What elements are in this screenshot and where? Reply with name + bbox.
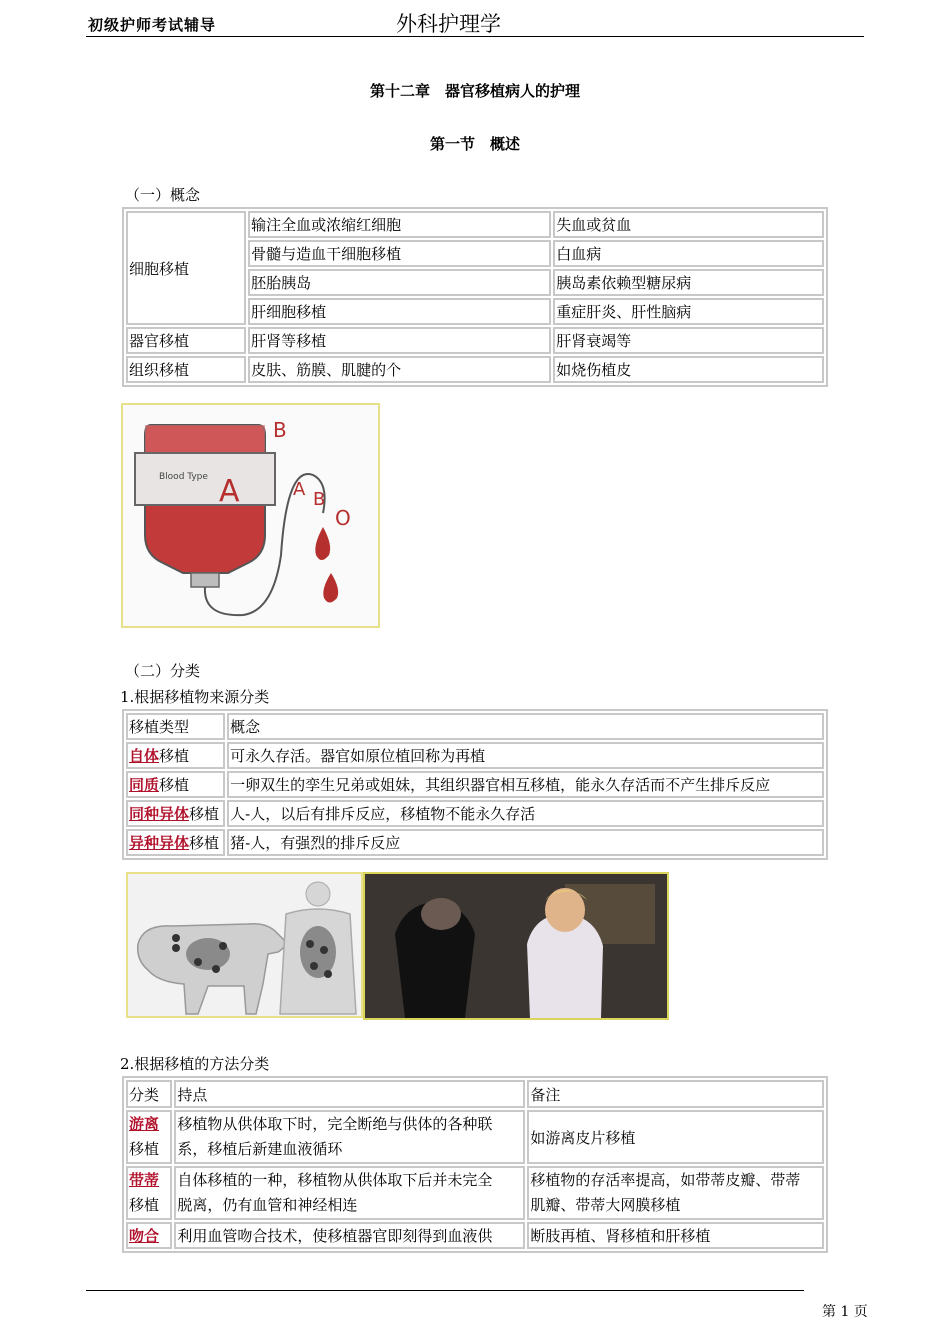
- highlight-term: 自体: [129, 747, 160, 765]
- table-header-cell: 移植类型: [126, 713, 225, 740]
- table-header-cell: 备注: [527, 1080, 824, 1108]
- table-cell: 猪-人，有强烈的排斥反应: [227, 829, 824, 856]
- chapter-title: 第十二章 器官移植病人的护理: [369, 82, 580, 100]
- section-title: 第一节 概述: [429, 135, 520, 153]
- table-cell: 人-人，以后有排斥反应，移植物不能永久存活: [227, 800, 824, 827]
- table-cell: 组织移植: [126, 356, 246, 383]
- table-cell: 白血病: [553, 240, 824, 267]
- table-cell: 输注全血或浓缩红细胞: [248, 211, 551, 238]
- footer-rule: [86, 1290, 804, 1291]
- table-cell: 皮肤、筋膜、肌腱的个: [248, 356, 551, 383]
- human-organs: [300, 926, 336, 978]
- table-row: [126, 356, 824, 383]
- blood-letter-a: A: [219, 474, 240, 509]
- highlight-term: 同质: [129, 776, 160, 794]
- blood-letter-o: O: [335, 506, 351, 530]
- method-type-cell: 带蒂 移植: [126, 1166, 172, 1220]
- source-classification-heading: 1.根据移植物来源分类: [120, 688, 270, 706]
- table-cell: 如烧伤植皮: [553, 356, 824, 383]
- transplant-type-cell: 自体移植: [126, 742, 225, 769]
- blood-type-label: Blood Type: [159, 472, 208, 482]
- source-classification-table: [122, 709, 828, 860]
- transplant-type-cell: 同质移植: [126, 771, 225, 798]
- concept-table: [122, 207, 828, 387]
- cartoon-scene-illustration: [365, 874, 667, 1018]
- concept-heading: （一）概念: [125, 186, 201, 204]
- classification-heading: （二）分类: [125, 662, 201, 680]
- highlight-term: 异种异体: [129, 834, 190, 852]
- table-cell: 移植物的存活率提高，如带蒂皮瓣、带蒂 肌瓣、带蒂大网膜移植: [527, 1166, 824, 1220]
- header-subject-title: 外科护理学: [396, 12, 501, 36]
- table-cell: 胚胎胰岛: [248, 269, 551, 296]
- table-row: [126, 1166, 824, 1220]
- table-row: [126, 742, 824, 769]
- table-cell: 如游离皮片移植: [527, 1110, 824, 1164]
- transplant-type-cell: 异种异体移植: [126, 829, 225, 856]
- table-cell: 一卵双生的孪生兄弟或姐妹，其组织器官相互移植，能永久存活而不产生排斥反应: [227, 771, 824, 798]
- page-number: 第 1 页: [822, 1304, 868, 1320]
- table-cell: 失血或贫血: [553, 211, 824, 238]
- method-type-cell: [126, 1222, 172, 1249]
- table-row: [126, 1222, 824, 1249]
- table-header-row: [126, 1080, 824, 1108]
- blood-letter-b: B: [273, 418, 287, 442]
- pig-human-organs-illustration: [128, 874, 361, 1016]
- table-cell: 重症肝炎、肝性脑病: [553, 298, 824, 325]
- method-type-cell: 游离 移植: [126, 1110, 172, 1164]
- table-cell: 胰岛素依赖型糖尿病: [553, 269, 824, 296]
- table-row: [126, 1110, 824, 1164]
- highlight-term: 带蒂: [129, 1171, 160, 1189]
- method-classification-heading: 2.根据移植的方法分类: [120, 1055, 270, 1073]
- table-header-row: [126, 713, 824, 740]
- highlight-term: 吻合: [129, 1227, 160, 1245]
- header-course-title: 初级护师考试辅导: [88, 16, 217, 34]
- table-header-cell: 分类: [126, 1080, 172, 1108]
- table-cell: 自体移植的一种，移植物从供体取下后并未完全 脱离，仍有血管和神经相连: [174, 1166, 525, 1220]
- header-rule: [86, 36, 864, 37]
- table-cell: 肝肾等移植: [248, 327, 551, 354]
- table-row: [126, 829, 824, 856]
- table-cell: 器官移植: [126, 327, 246, 354]
- highlight-term: 游离: [129, 1115, 160, 1133]
- blood-letter-a2: A: [293, 479, 306, 500]
- concept-group-cell: 细胞移植: [126, 211, 246, 325]
- table-cell: 可永久存活。器官如原位植回称为再植: [227, 742, 824, 769]
- table-header-cell: 概念: [227, 713, 824, 740]
- table-row: [126, 800, 824, 827]
- blood-bag-image: [121, 403, 380, 628]
- table-header-cell: 持点: [174, 1080, 525, 1108]
- blood-drop: [315, 527, 330, 560]
- transplant-type-cell: 同种异体移植: [126, 800, 225, 827]
- table-cell: 肝肾衰竭等: [553, 327, 824, 354]
- table-row: [126, 771, 824, 798]
- table-row: [126, 211, 824, 238]
- cartoon-scene-image: [363, 872, 669, 1020]
- table-cell: 骨髓与造血干细胞移植: [248, 240, 551, 267]
- blood-drop: [323, 573, 338, 603]
- blood-bag-illustration: [123, 405, 378, 626]
- table-row: [126, 327, 824, 354]
- highlight-term: 同种异体: [129, 805, 190, 823]
- table-cell: 断肢再植、肾移植和肝移植: [527, 1222, 824, 1249]
- pig-human-organs-image: [126, 872, 363, 1018]
- table-cell: 肝细胞移植: [248, 298, 551, 325]
- table-cell: 利用血管吻合技术，使移植器官即刻得到血液供: [174, 1222, 525, 1249]
- table-cell: 移植物从供体取下时，完全断绝与供体的各种联 系，移植后新建血液循环: [174, 1110, 525, 1164]
- method-classification-table: [122, 1076, 828, 1253]
- blood-letter-b2: B: [313, 489, 326, 510]
